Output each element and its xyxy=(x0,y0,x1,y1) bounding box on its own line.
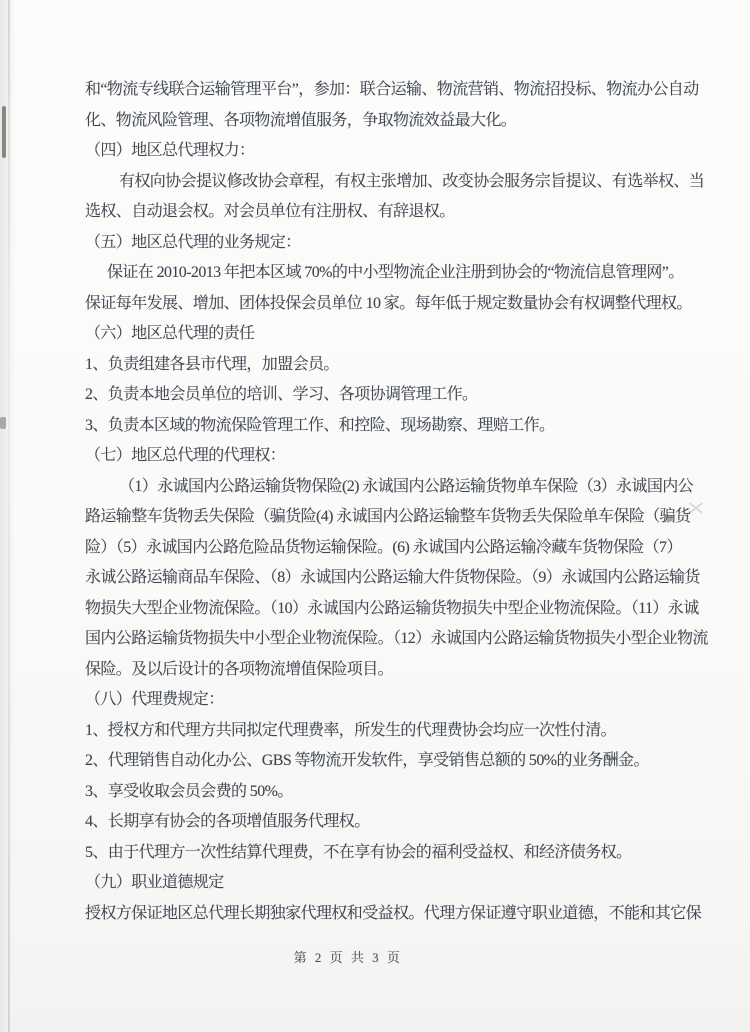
document-line: 保证每年发展、增加、团体投保会员单位 10 家。每年低于规定数量协会有权调整代理权。 xyxy=(85,294,692,312)
document-line: 1、负责组建各县市代理，加盟会员。 xyxy=(85,355,339,373)
document-line: （六）地区总代理的责任 xyxy=(85,325,255,342)
document-line: （四）地区总代理权力： xyxy=(85,142,255,159)
document-line: （五）地区总代理的业务规定： xyxy=(85,233,301,251)
scan-crease-line xyxy=(8,0,10,1032)
scan-streak-artifact xyxy=(2,106,6,158)
document-line: 3、享受收取会员会费的 50%。 xyxy=(85,782,293,800)
document-line: 永诚公路运输商品车保险、（8）永诚国内公路运输大件货物保险。（9）永诚国内公路运输货 xyxy=(85,569,700,586)
scan-streak-artifact xyxy=(0,417,6,429)
document-line: 险）（5）永诚国内公路危险品货物运输保险。(6) 永诚国内公路运输冷藏车货物保险（7） xyxy=(85,538,682,556)
document-line: 物损失大型企业物流保险。（10）永诚国内公路运输货物损失中型企业物流保险。（11）永诚 xyxy=(85,599,699,617)
document-line: 和“物流专线联合运输管理平台”，参加：联合运输、物流营销、物流招投标、物流办公自动 xyxy=(85,81,699,98)
document-line: 路运输整车货物丢失保险（骗货险(4) 永诚国内公路运输整车货物丢失保险单车保险（骗货 xyxy=(85,508,691,525)
document-line: 选权、自动退会权。对会员单位有注册权、有辞退权。 xyxy=(85,203,455,220)
document-line: （1）永诚国内公路运输货物保险(2) 永诚国内公路运输货物单车保险（3）永诚国内公 xyxy=(119,477,694,495)
document-line: 化、物流风险管理、各项物流增值服务，争取物流效益最大化。 xyxy=(85,111,517,129)
document-line: 1、授权方和代理方共同拟定代理费率，所发生的代理费协会均应一次性付清。 xyxy=(85,721,617,739)
document-line: 3、负责本区域的物流保险管理工作、和控险、现场勘察、理赔工作。 xyxy=(85,416,555,434)
document-line: 4、长期享有协会的各项增值服务代理权。 xyxy=(85,813,370,830)
document-line: 保证在 2010-2013 年把本区域 70%的中小型物流企业注册到协会的“物流信息管理网”。 xyxy=(107,264,684,281)
document-line: 2、负责本地会员单位的培训、学习、各项协调管理工作。 xyxy=(85,386,478,403)
document-line: 保险。及以后设计的各项物流增值保险项目。 xyxy=(85,660,394,678)
document-lines xyxy=(85,75,708,929)
document-line: 2、代理销售自动化办公、GBS 等物流开发软件，享受销售总额的 50%的业务酬金。 xyxy=(85,752,649,769)
page-footer: 第 2 页 共 3 页 xyxy=(293,950,403,965)
document-line: 国内公路运输货物损失中小型企业物流保险。（12）永诚国内公路运输货物损失小型企业物流 xyxy=(85,630,708,647)
document-line: （七）地区总代理的代理权： xyxy=(85,447,286,464)
document-line: （八）代理费规定： xyxy=(85,691,224,708)
document-line: 5、由于代理方一次性结算代理费，不在享有协会的福利受益权、和经济债务权。 xyxy=(85,843,632,861)
document-line: 有权向协会提议修改协会章程，有权主张增加、改变协会服务宗旨提议、有选举权、当 xyxy=(119,172,705,190)
document-line: 授权方保证地区总代理长期独家代理权和受益权。代理方保证遵守职业道德，不能和其它保 xyxy=(85,904,702,922)
document-line: （九）职业道德规定 xyxy=(85,874,224,891)
